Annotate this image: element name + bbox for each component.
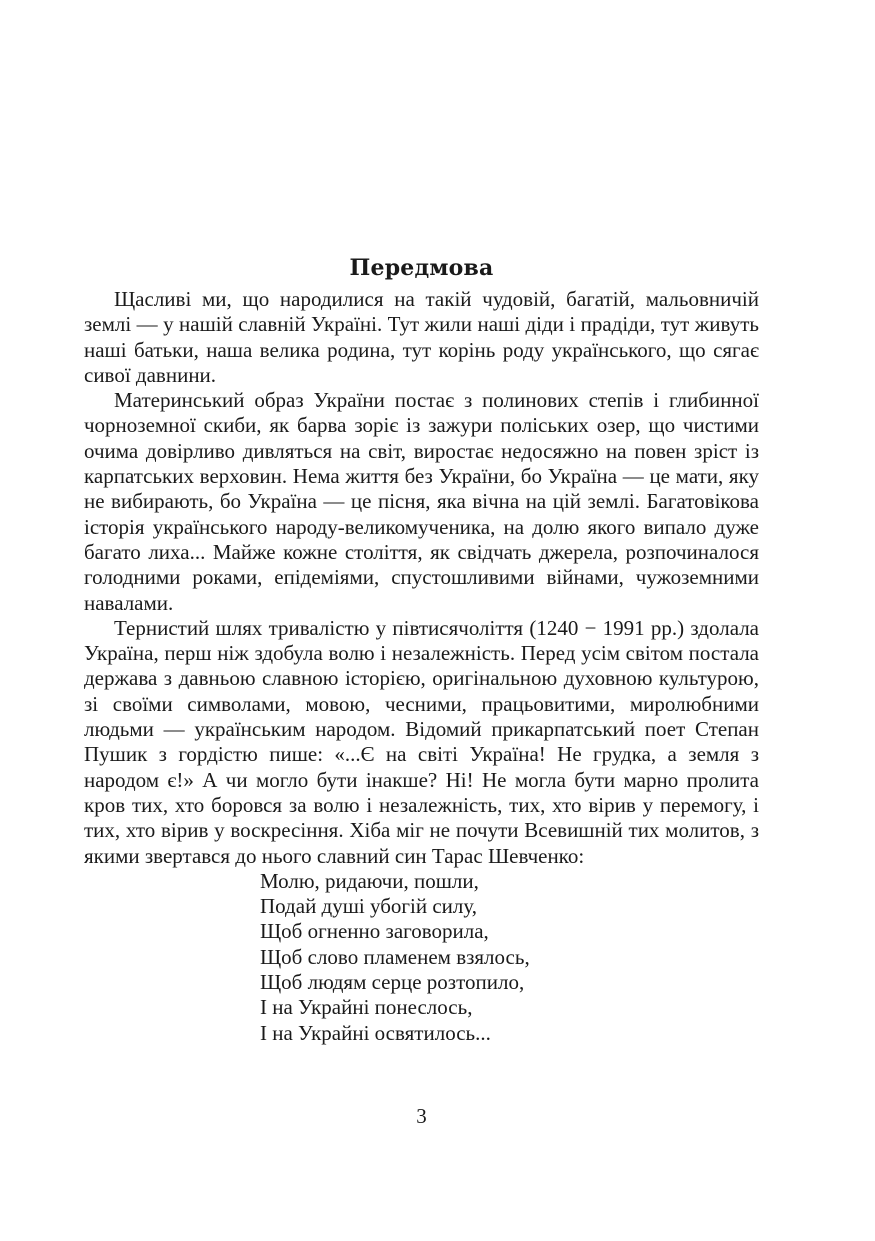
paragraph: Материнський образ України постає з полинових степів і глибинної чорноземної скиби, як барва зоріє із зажури поліських озер, що чистими очима довірливо дивляться на світ, виростає недосяжно на повен зріст із карпатських верховин. Нема життя без України, бо Україна — це мати, яку не вибирають, бо Україна — це пісня, яка вічна на цій землі. Багатовікова історія українського народу-великомученика, на долю якого випало дуже багато лиха... Майже кожне століття, як свідчать джерела, розпочиналося голодними роками, епідеміями, спустошливими війнами, чужоземними навалами. <box>84 388 759 615</box>
paragraph: Тернистий шлях тривалістю у півтисячоліття (1240 − 1991 рр.) здолала Україна, перш ніж здобула волю і незалежність. Перед усім світом постала держава з давньою славною історією, оригінальною духовною культурою, зі своїми символами, мовою, чесними, працьовитими, миролюбними людьми — українським народом. Відомий прикарпатський поет Степан Пушик з гордістю пише: «...Є на світі Україна! Не грудка, а земля з народом є!» А чи могло бути інакше? Ні! Не могла бути марно пролита кров тих, хто боровся за волю і незалежність, тих, хто вірив у перемогу, і тих, хто вірив у воскресіння. Хіба міг не почути Всевишній тих молитов, з якими звертався до нього славний син Тарас Шевченко: <box>84 615 759 868</box>
page-number: 3 <box>416 1104 427 1128</box>
body-text <box>84 287 759 1046</box>
poem-line: Щоб слово пламенем взялось, <box>260 944 530 969</box>
paragraph: Щасливі ми, що народилися на такій чудовій, багатій, мальовничій землі — у нашій славній Україні. Тут жили наші діди і прадіди, тут живуть наші батьки, наша велика родина, тут корінь роду українського, що сягає сивої давнини. <box>84 287 759 387</box>
page-title: Передмова <box>349 255 494 281</box>
poem-line: Подай душі убогій силу, <box>260 894 478 919</box>
poem-line: І на Украйні понеслось, <box>260 995 473 1020</box>
poem-line: Щоб людям серце розтопило, <box>260 970 525 995</box>
poem-line: Молю, ридаючи, пошли, <box>260 868 479 893</box>
poem-line: Щоб огненно заговорила, <box>260 919 489 944</box>
poem-quote <box>84 869 759 1046</box>
poem-line: І на Украйні освятилось... <box>260 1020 491 1045</box>
